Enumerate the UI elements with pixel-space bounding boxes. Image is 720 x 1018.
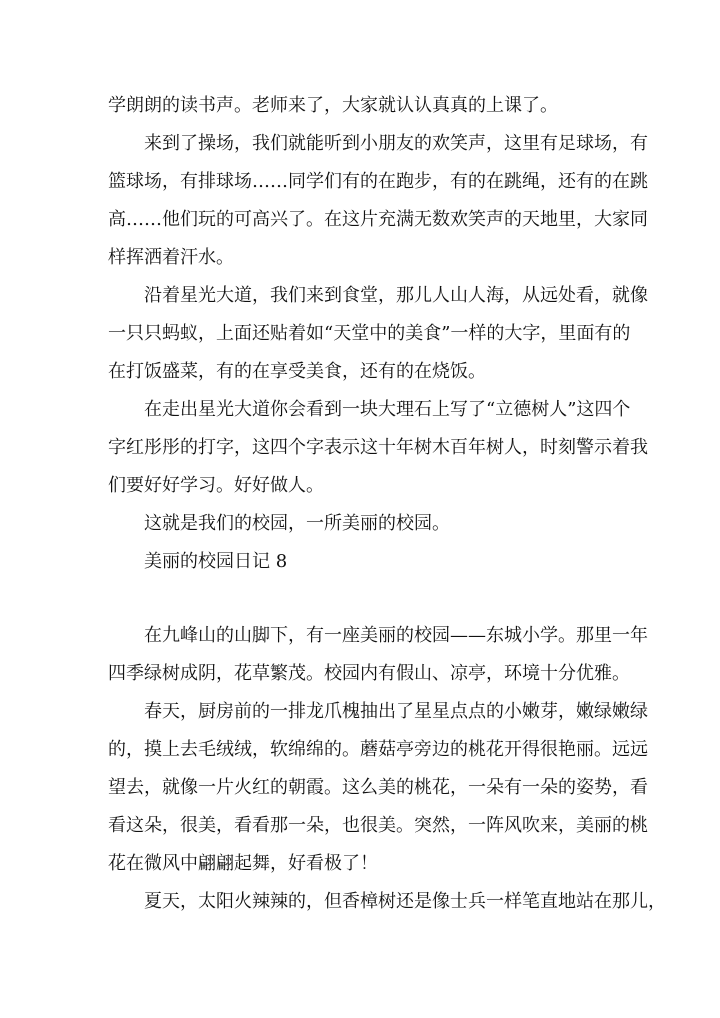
text-line-5: 样挥洒着汗水。: [108, 247, 234, 268]
text-line-16: 春天，厨房前的一排龙爪槐抽出了星星点点的小嫩芽，嫩绿嫩绿: [144, 701, 648, 722]
section-heading: 美丽的校园日记 8: [144, 551, 288, 572]
text-line-8: 在打饭盛菜，有的在享受美食，还有的在烧饭。: [108, 361, 486, 382]
text-line-21: 夏天，太阳火辣辣的，但香樟树还是像士兵一样笔直地站在那儿，: [144, 891, 666, 912]
text-line-9: 在走出星光大道你会看到一块大理石上写了“立德树人”这四个: [144, 399, 631, 420]
text-line-7: 一只只蚂蚁，上面还贴着如“天堂中的美食”一样的大字，里面有的: [108, 323, 631, 344]
text-line-11: 们要好好学习。好好做人。: [108, 475, 324, 496]
text-line-6: 沿着星光大道，我们来到食堂，那儿人山人海，从远处看，就像: [144, 285, 648, 306]
text-line-2: 来到了操场，我们就能听到小朋友的欢笑声，这里有足球场，有: [144, 133, 648, 154]
text-line-15: 四季绿树成阴，花草繁茂。校园内有假山、凉亭，环境十分优雅。: [108, 663, 630, 684]
text-line-10: 字红彤彤的打字，这四个字表示这十年树木百年树人，时刻警示着我: [108, 437, 648, 458]
text-line-20: 花在微风中翩翩起舞，好看极了！: [108, 853, 378, 874]
text-line-18: 望去，就像一片火红的朝霞。这么美的桃花，一朵有一朵的姿势，看: [108, 777, 648, 798]
text-line-1: 学朗朗的读书声。老师来了，大家就认认真真的上课了。: [108, 95, 558, 116]
text-line-17: 的，摸上去毛绒绒，软绵绵的。蘑菇亭旁边的桃花开得很艳丽。远远: [108, 739, 648, 760]
text-line-3: 篮球场，有排球场……同学们有的在跑步，有的在跳绳，还有的在跳: [108, 171, 648, 192]
text-line-14: 在九峰山的山脚下，有一座美丽的校园——东城小学。那里一年: [144, 625, 648, 646]
text-line-19: 看这朵，很美，看看那一朵，也很美。突然，一阵风吹来，美丽的桃: [108, 815, 648, 836]
text-line-12: 这就是我们的校园，一所美丽的校园。: [144, 513, 450, 534]
text-line-4: 高……他们玩的可高兴了。在这片充满无数欢笑声的天地里，大家同: [108, 209, 648, 230]
